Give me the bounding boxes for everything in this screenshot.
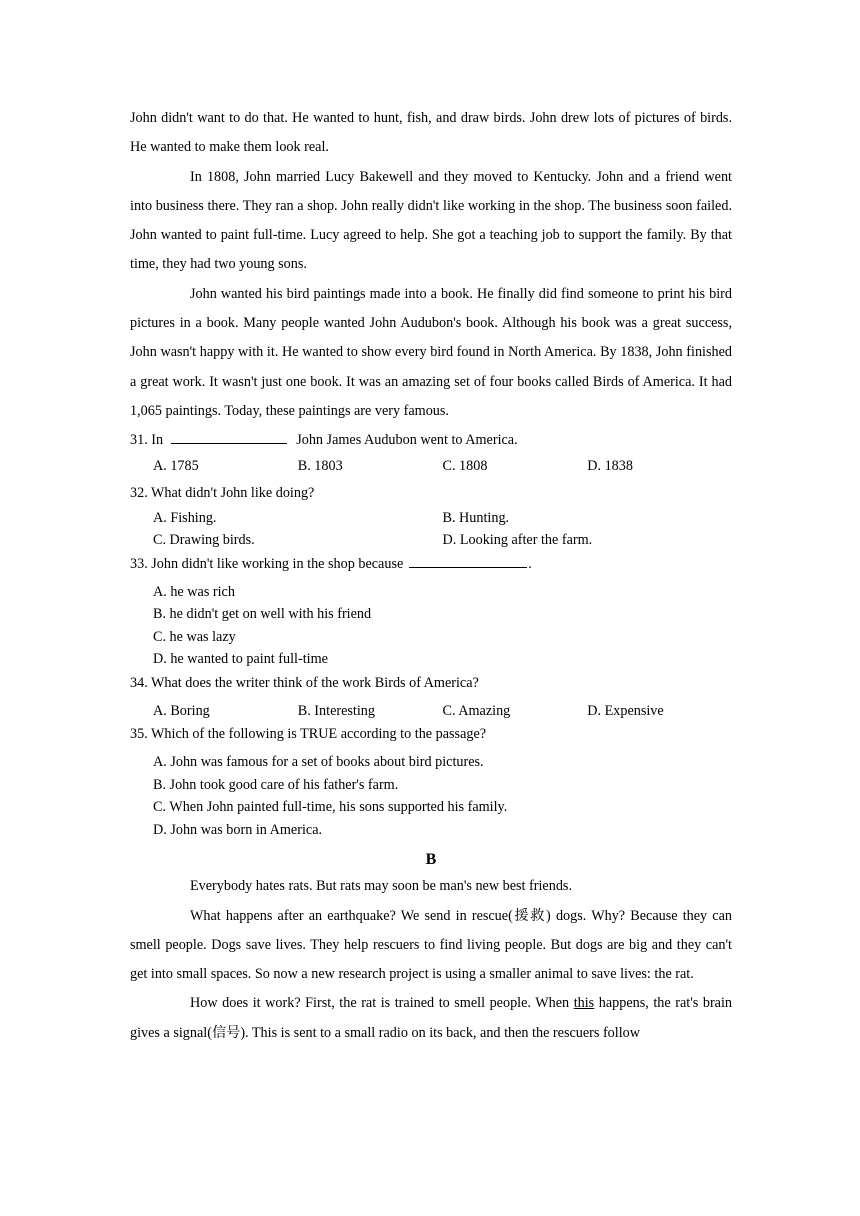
option-d[interactable]: D. 1838 [587, 458, 633, 475]
answer-blank[interactable] [171, 431, 287, 444]
passage-b-paragraph-3 [130, 989, 732, 1048]
option-c[interactable]: C. Drawing birds. [153, 532, 255, 549]
question-35-stem: 35. Which of the following is TRUE according to the passage? [130, 726, 487, 743]
passage-b-paragraph-2: What happens after an earthquake? We send in rescue(援救) dogs. Why? Because they can smell people. Dogs save lives. They help rescuers to find living people. But dogs are big and they can't get into small spaces. So now a new research project is using a smaller animal to save lives: the rat. [130, 907, 732, 983]
question-34-stem: 34. What does the writer think of the work Birds of America? [130, 674, 479, 691]
question-33-options [130, 581, 732, 671]
passage-b-paragraph-3-end: happens, the rat's brain gives a signal(信号). This is sent to a small radio on its back, and then the rescuers follow [130, 995, 733, 1041]
question-32-options-row-1 [130, 507, 732, 530]
option-a[interactable]: A. 1785 [153, 458, 199, 475]
option-c[interactable]: C. he was lazy [153, 628, 236, 645]
option-a[interactable]: A. Fishing. [153, 509, 217, 526]
option-d[interactable]: D. John was born in America. [153, 821, 323, 838]
question-34 [130, 671, 732, 723]
option-a[interactable]: A. Boring [153, 702, 210, 719]
question-35 [130, 722, 732, 841]
option-d[interactable]: D. Expensive [587, 702, 664, 719]
option-b[interactable]: B. Interesting [297, 702, 375, 719]
question-33-end: . [528, 555, 532, 572]
question-31-stem [130, 426, 732, 455]
question-31-options [130, 455, 732, 478]
question-34-options [130, 700, 732, 723]
question-35-options [130, 751, 732, 841]
option-d[interactable]: D. he wanted to paint full-time [153, 651, 328, 668]
page-content [130, 104, 732, 1048]
question-32-stem: 32. What didn't John like doing? [130, 484, 315, 501]
passage-a-paragraph-1: John didn't want to do that. He wanted to hunt, fish, and draw birds. John drew lots of pictures of birds. He wanted to make them look real. [130, 110, 732, 156]
option-c[interactable]: C. Amazing [442, 702, 511, 719]
option-b[interactable]: B. John took good care of his father's farm. [153, 776, 399, 793]
question-33-stem: 33. John didn't like working in the shop because [130, 555, 404, 572]
question-33-stem-row [130, 552, 732, 576]
option-d[interactable]: D. Looking after the farm. [442, 532, 593, 549]
answer-blank[interactable] [409, 555, 527, 568]
option-c[interactable]: C. 1808 [442, 458, 488, 475]
option-a[interactable]: A. he was rich [153, 583, 235, 600]
option-b[interactable]: B. he didn't get on well with his friend [153, 606, 372, 623]
passage-a-paragraph-3: John wanted his bird paintings made into a book. He finally did find someone to print his bird pictures in a book. Many people wanted John Audubon's book. Although his book was a great success, John wasn't happy with it. He wanted to show every bird found in North America. By 1838, John finished a great work. It wasn't just one book. It was an amazing set of four books called Birds of America. It had 1,065 paintings. Today, these paintings are very famous. [130, 285, 732, 419]
question-31-suffix: John James Audubon went to America. [296, 432, 518, 449]
underlined-word: this [573, 995, 595, 1012]
passage-a-paragraph-2: In 1808, John married Lucy Bakewell and they moved to Kentucky. John and a friend went into business there. They ran a shop. John really didn't like working in the shop. The business soon failed. John wanted to paint full-time. Lucy agreed to help. She got a teaching job to support the family. By that time, they had two young sons. [130, 168, 732, 273]
question-33 [130, 552, 732, 671]
passage-b-paragraph-1: Everybody hates rats. But rats may soon be man's new best friends. [190, 878, 572, 895]
option-c[interactable]: C. When John painted full-time, his sons supported his family. [153, 799, 508, 816]
passage-b-paragraph-3-start: How does it work? First, the rat is trained to smell people. When [190, 995, 574, 1012]
option-b[interactable]: B. 1803 [297, 458, 343, 475]
option-b[interactable]: B. Hunting. [442, 509, 510, 526]
section-b-heading: B [425, 851, 437, 869]
question-31-prefix: 31. In [130, 432, 164, 449]
question-31 [130, 426, 732, 478]
option-a[interactable]: A. John was famous for a set of books about bird pictures. [153, 754, 484, 771]
question-32 [130, 479, 732, 552]
question-32-options-row-2 [130, 529, 732, 552]
